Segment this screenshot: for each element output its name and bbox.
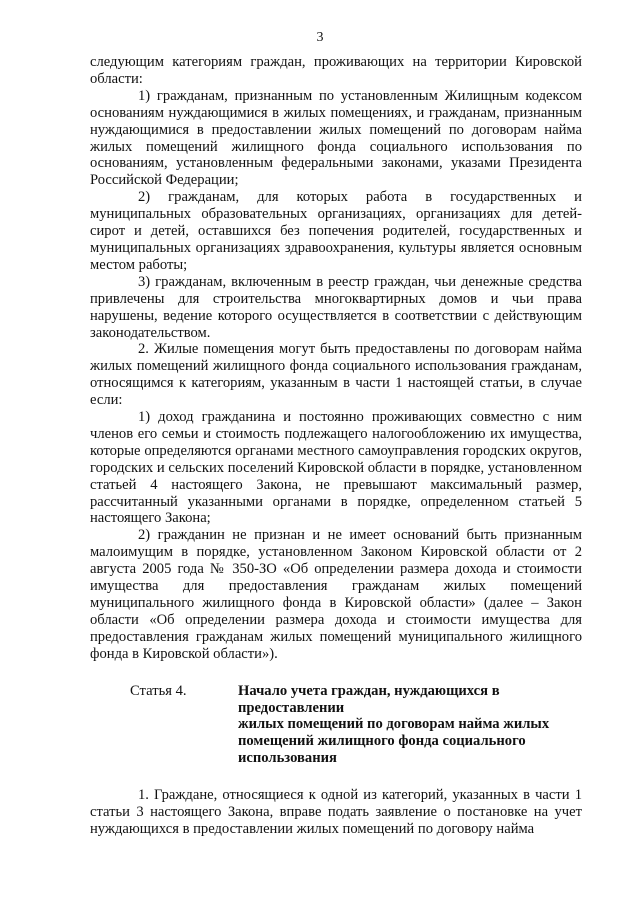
paragraph: 2) гражданин не признан и не имеет оснований быть признанным малоимущим в порядке, установленном Законом Кировской области от 2 августа 2005 года № 350-ЗО «Об определении размера дохода и стоимости имущества для предоставления гражданам жилых помещений муниципального жилищного фонда в Кировской области» (далее – Закон области «Об определении размера дохода и стоимости имущества для предоставления гражданам жилых помещений муниципального жилищного фонда в Кировской области»). xyxy=(90,527,582,662)
paragraph: 1) гражданам, признанным по установленным Жилищным кодексом основаниям нуждающимися в жилых помещениях, и гражданам, признанным нуждающимися в предоставлении жилых помещений по договорам найма жилых помещений жилищного фонда социального использования по основаниям, установленным федеральными законами, указами Президента Российской Федерации; xyxy=(90,87,582,189)
paragraph: 2. Жилые помещения могут быть предоставлены по договорам найма жилых помещений жилищного фонда социального использования гражданам, относящимся к категориям, указанным в части 1 настоящей статьи, в случае если: xyxy=(90,341,582,409)
page-number: 3 xyxy=(316,30,324,45)
closing-paragraph: 1. Граждане, относящиеся к одной из категорий, указанных в части 1 статьи 3 настоящего Закона, вправе подать заявление о постановке на учет нуждающихся в предоставлении жилых помещений по договору найма xyxy=(90,787,582,837)
article-title xyxy=(238,683,582,768)
article-title-line: жилых помещений по договорам найма жилых xyxy=(238,716,550,733)
article-title-line: Начало учета граждан, нуждающихся в предоставлении xyxy=(238,682,500,716)
article-heading xyxy=(90,683,582,768)
article-title-line: использования xyxy=(238,750,337,767)
document-body xyxy=(90,54,582,838)
paragraph: 1) доход гражданина и постоянно проживающих совместно с ним членов его семьи и стоимость подлежащего налогообложению их имущества, которые определяются органами местного самоуправления городских округов, городских и сельских поселений Кировской области в порядке, установленном статьей 4 настоящего Закона, не превышают максимальный размер, рассчитанный указанными органами в порядке, определенном статьей 5 настоящего Закона; xyxy=(90,409,582,527)
article-title-line: помещений жилищного фонда социального xyxy=(238,733,526,750)
paragraph: 2) гражданам, для которых работа в государственных и муниципальных образовательных организациях, организациях для детей-сирот и детей, оставшихся без попечения родителей, государственных и муниципальных организациях здравоохранения, культуры является основным местом работы; xyxy=(90,189,582,273)
paragraph: следующим категориям граждан, проживающих на территории Кировской области: xyxy=(90,54,582,87)
paragraph: 3) гражданам, включенным в реестр граждан, чьи денежные средства привлечены для строительства многоквартирных домов и чьи права нарушены, ведение которого осуществляется в соответствии с действующим законодательством. xyxy=(90,273,582,341)
article-label: Статья 4. xyxy=(130,682,187,699)
